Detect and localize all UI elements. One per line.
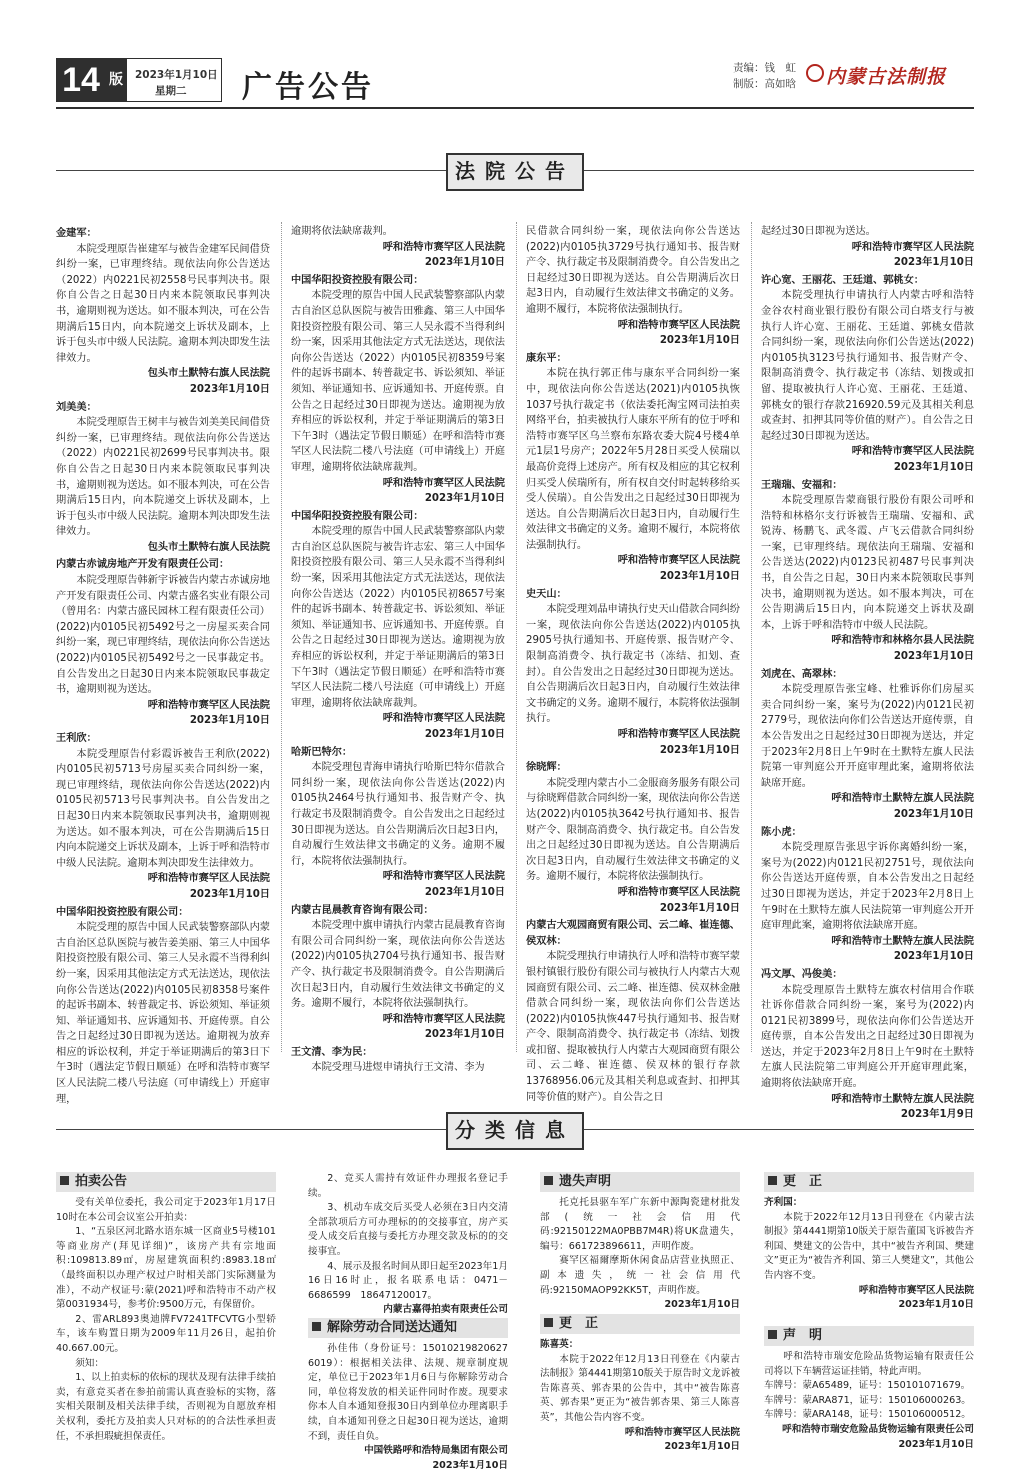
notice-party: 陈小虎： xyxy=(761,826,802,838)
court-notice xyxy=(291,224,505,271)
notice-body: 本院受理执行申请执行人内蒙古呼和浩特金谷农村商业银行股份有限公司白塔支行与被执行人许心宽、王丽花、王廷道、郭桃女借款合同纠纷一案，现依法向你们公告送达(2022)内0105执3123号执行通知书、报告财产令、限制高消费令、执行裁定书（冻结、划拨或扣留、提取被执行人许心宽、王丽花、王廷道、郭桃女的银行存款216920.59元及其相关利息或查封、扣押其同等价值的财产）。自公告之日起经过30日即视为送达。 xyxy=(761,290,974,442)
notice-body: 本院受理原告韩新宇诉被告内蒙古赤诚房地产开发有限责任公司、内蒙古盛名实业有限公司（曾用名：内蒙古盛民园林工程有限责任公司）(2022)内0105民初5492号之一房屋买卖合同纠纷一案，现已审理终结，现依法向你公告送达(2022)内0105民初5492号之一民事裁定书。自公告发出之日起30日内来本院领取民事裁定书，逾期则视为送达。 xyxy=(56,575,270,696)
court-column-1 xyxy=(56,224,270,1108)
notice-party: 金建军： xyxy=(56,228,97,239)
square-bullet-icon xyxy=(768,1176,777,1185)
notice-party: 冯文厚、冯俊美： xyxy=(761,968,843,980)
court-notice xyxy=(526,918,740,1105)
notice-body: 本院受理执行申请执行人呼和浩特市赛罕蒙银村镇银行股份有限公司与被执行人内蒙古大观园商贸有限公司、云二峰、崔连德、侯双林金融借款合同纠纷一案，现依法向你们公告送达(2022)内0105执恢447号执行通知书、报告财产令、限制高消费令、执行裁定书（冻结、划拨或扣留、提取被执行人内蒙古大观园商贸有限公司、云二峰、崔连德、侯双林的银行存款13768956.06元及其相关利息或查封、扣押其同等价值的财产）。自公告之日 xyxy=(526,951,740,1103)
correction-block-2 xyxy=(764,1172,974,1313)
court-notice xyxy=(56,905,270,1108)
newspaper-logo: 内蒙古法制报 xyxy=(826,66,947,88)
notice-court: 呼和浩特市土默特左旗人民法院 xyxy=(831,793,974,805)
notice-body: 本院受理原告付彩霞诉被告王利欣(2022)内0105民初5713号房屋买卖合同纠纷一案，现已审理终结，现依法向你公告送达(2022)内0105民初5713号民事判决书。自公告发出之日起30日内来本院领取民事判决书，逾期则视为送达。如不服本判决，可在公告期满后15日内向本院递交上诉状及副本，上诉于呼和浩特市中级人民法院。逾期本判决即发生法律效力。 xyxy=(56,748,270,869)
correction-heading-1 xyxy=(540,1314,740,1334)
court-notice xyxy=(761,825,974,965)
notice-body: 本院受理的原告中国人民武装警察部队内蒙古自治区总队医院与被告姜美丽、第三人中国华阳投资控股有限公司、第三人吴永霞不当得利纠纷一案，因采用其他法定方式无法送达，现依法向你公告送达(2022)内0105民初8358号案件的起诉书副本、转普裁定书、诉讼须知、举证须知、举证通知书、应诉通知书、开庭传票。自公告之日起经过30日即视为送达。逾期视为放弃相应的诉讼权利，并定于举证期满后的第3日下午3时（遇法定节假日顺延）在呼和浩特市赛罕区人民法院二楼八号法庭（可申请线上）开庭审理， xyxy=(56,922,270,1105)
notice-body: 本院受理中旗申请执行内蒙古昆晨教育咨询有限公司合同纠纷一案，现依法向你公告送达(2022)内0105执2704号执行通知书、报告财产令、执行裁定书及限制消费令。自公告期满后次日起3日内，自动履行生效法律文书确定的义务。逾期不履行，本院将依法强制执行。 xyxy=(291,920,505,1010)
court-notice xyxy=(56,226,270,398)
column-divider xyxy=(516,222,517,1052)
lost-heading xyxy=(540,1172,740,1192)
auction-notice-1: 1、以上拍卖标的依标的现状及现有法律手续拍卖，有意竞买者在参拍前需认真查验标的实物，落实相关限制及相关法律手续，否则视为自愿放弃相关权利，委托方及拍卖人只对标的的合法性承担责任，不承担瑕疵担保责任。 xyxy=(56,1372,276,1442)
correction-party-2: 齐利国： xyxy=(764,1197,803,1208)
editor-credits xyxy=(733,60,796,92)
correction-heading-2 xyxy=(764,1172,974,1192)
notice-date: 2023年1月10日 xyxy=(189,715,270,727)
court-notice xyxy=(291,509,505,743)
notice-date: 2023年1月10日 xyxy=(424,1029,505,1041)
statement-heading xyxy=(764,1326,974,1346)
statement-body: 呼和浩特市瑞安危险品货物运输有限责任公司将以下车辆营运证挂销，特此声明。 xyxy=(764,1351,974,1377)
notice-court: 呼和浩特市赛罕区人民法院 xyxy=(851,241,974,253)
notice-court: 包头市土默特右旗人民法院 xyxy=(147,541,270,553)
notice-court: 呼和浩特市赛罕区人民法院 xyxy=(617,729,740,740)
notice-party: 内蒙古大观园商贸有限公司、云二峰、崔连德、侯双林： xyxy=(526,920,740,947)
court-banner-rule-right xyxy=(580,170,974,171)
notice-party: 中国华阳投资控股有限公司： xyxy=(291,510,424,522)
classified-banner-rule-right xyxy=(580,1129,974,1130)
notice-court: 呼和浩特市赛罕区人民法院 xyxy=(382,1013,505,1025)
statement-date: 2023年1月10日 xyxy=(898,1438,974,1450)
newspaper-logo-icon xyxy=(806,64,824,82)
notice-court: 呼和浩特市赛罕区人民法院 xyxy=(147,873,270,885)
notice-date: 2023年1月10日 xyxy=(893,808,974,820)
court-notice xyxy=(56,731,270,903)
masthead-rule xyxy=(56,107,974,109)
notice-date: 2023年1月9日 xyxy=(900,1109,974,1121)
labor-date: 2023年1月10日 xyxy=(432,1459,508,1471)
notice-date: 2023年1月10日 xyxy=(893,951,974,963)
court-notice xyxy=(526,587,740,759)
notice-body: 本院在执行郭正伟与康东平合同纠纷一案中，现依法向你公告送达(2021)内0105执恢1037号执行裁定书（依法委托淘宝网司法拍卖网络平台，拍卖被执行人康东平所有的位于呼和浩特市赛罕区乌兰察布东路农委大院4号楼4单元1层1号房产；2022年5月28日买受人侯瑞以最高价竞得上述房产。所有权及相应的其它权利归买受人侯瑞所有，所有权自交付时起转移给买受人侯瑞）。自公告发出之日起经过30日即视为送达。自公告期满后次日起3日内，自动履行生效法律文书确定的义务。逾期不履行，本院将依法强制执行。 xyxy=(526,368,740,551)
square-bullet-icon xyxy=(544,1318,553,1327)
court-notice xyxy=(291,1045,505,1076)
statement-heading-text: 声 明 xyxy=(783,1328,823,1343)
court-column-3 xyxy=(526,224,740,1106)
correction-heading-text: 更 正 xyxy=(559,1316,599,1331)
square-bullet-icon xyxy=(60,1176,69,1185)
statement-vehicle-1: 车牌号：蒙A65489，证号：150101071679。 xyxy=(764,1380,971,1392)
correction-court-2: 呼和浩特市赛罕区人民法院 xyxy=(858,1284,974,1296)
notice-body: 本院受理原告土默特左旗农村信用合作联社诉你借款合同纠纷一案，案号为(2022)内0121民初3899号，现依法向你们公告送达开庭传票，自本公告发出之日起经过30日即视为送达，并定于2023年2月8日上午9时在土默特左旗人民法院第二审判庭公开开庭审理此案，逾期将依法缺席开庭。 xyxy=(761,984,974,1090)
court-notice xyxy=(761,667,974,823)
labor-notice-block xyxy=(308,1318,508,1473)
notice-court: 呼和浩特市赛罕区人民法院 xyxy=(147,699,270,711)
notice-court: 呼和浩特市赛罕区人民法院 xyxy=(382,477,505,489)
notice-court: 呼和浩特市赛罕区人民法院 xyxy=(382,713,505,725)
notice-body: 本院受理马进煜申请执行王文清、李为 xyxy=(311,1062,485,1074)
court-notice xyxy=(526,351,740,585)
square-bullet-icon xyxy=(544,1176,553,1185)
issue-date: 2023年1月10日 xyxy=(135,69,218,81)
notice-party: 刘美美： xyxy=(56,401,97,413)
notice-date: 2023年1月10日 xyxy=(893,257,974,269)
labor-body: 孙佳伟（身份证号：15010219820627​6019）：根据相关法律、法规、规章制度规定，单位已于2023年1月6日与你解除劳动合同，单位将发放的相关证件同时作废。现要求你本人自本通知登报30日内到单位办理离职手续，自本通知刊登之日起30日视为送达，逾期不到，责任自负。 xyxy=(308,1343,508,1442)
auction-item-2: 2、雷ARL893奥迪牌FV7241TFCVTG小型轿车，该车购置日期为2009年11月26日，起拍价40.667.00元。 xyxy=(56,1313,276,1354)
lost-heading-text: 遗失声明 xyxy=(559,1174,612,1189)
notice-date: 2023年1月10日 xyxy=(424,886,505,898)
court-notice xyxy=(761,478,974,665)
notice-court: 呼和浩特市赛罕区人民法院 xyxy=(617,555,740,567)
auction-notice-4: 4、展示及报名时间从即日起至2023年1月16日16时止，报名联系电话：0471－6686599 18647120017。 xyxy=(308,1260,508,1301)
court-notice xyxy=(761,273,974,476)
auction-notice-2: 2、竞买人需持有效证件办理报名登记手续。 xyxy=(308,1173,508,1199)
statement-company: 呼和浩特市瑞安危险品货物运输有限责任公司 xyxy=(782,1423,974,1435)
notice-party: 内蒙古昆晨教育咨询有限公司： xyxy=(291,904,434,916)
court-section-banner: 法院公告 xyxy=(446,153,584,191)
auction-notice-3: 3、机动车成交后买受人必须在3日内交清全部款项后方可办理标的的交接事宜，房产买受人成交后直接与委托方办理交款及标的的交接事宜。 xyxy=(308,1202,508,1257)
auction-notice-label: 须知： xyxy=(75,1357,104,1369)
court-column-2 xyxy=(291,224,505,1077)
notice-party: 史天山： xyxy=(526,588,567,600)
notice-party: 王利欣： xyxy=(56,733,97,744)
notice-body: 本院受理原告张宝峰、杜雅诉你们房屋买卖合同纠纷一案，案号为(2022)内0121民初2779号，现依法向你们公告送达开庭传票，自本公告发出之日起经过30日即视为送达，并定于2023年2月8日上午9时在土默特左旗人民法院第一审判庭公开开庭审理此案，逾期将依法缺席开庭。 xyxy=(761,684,974,789)
notice-court: 呼和浩特市赛罕区人民法院 xyxy=(382,241,505,253)
notice-court: 呼和浩特市赛罕区人民法院 xyxy=(617,886,740,898)
notice-body: 本院受理内蒙古小二金服商务服务有限公司与徐晓辉借款合同纠纷一案，现依法向你公告送达(2022)内0105执3642号执行通知书、报告财产令、限制高消费令、执行裁定书。自公告发出之日起经过30日即视为送达。自公告期满后次日起3日内，自动履行生效法律文书确定的义务。逾期不履行，本院将依法强制执行。 xyxy=(526,777,740,883)
auction-heading-text: 拍卖公告 xyxy=(75,1174,128,1189)
statement-vehicle-2: 车牌号：蒙ARA871，证号：150106000263。 xyxy=(764,1394,971,1406)
auction-company: 内蒙古嘉得拍卖有限责任公司 xyxy=(383,1304,508,1316)
auction-intro: 受有关单位委托，我公司定于2023年1月17日10时在本公司会议室公开拍卖： xyxy=(56,1197,276,1223)
notice-date: 2023年1月10日 xyxy=(659,335,740,347)
statement-block xyxy=(764,1326,974,1452)
correction-body-1: 本院于2022年12月13日刊登在《内蒙古法制报》第4441期第10版关于原告时文龙诉被告陈喜英、郭杏果的公告中，其中“被告陈喜英、郭杏果”更正为“被告郭杏果、第三人陈喜英”，其他公告内容不变。 xyxy=(540,1353,740,1423)
notice-date: 2023年1月10日 xyxy=(424,493,505,505)
notice-date: 2023年1月10日 xyxy=(659,902,740,914)
editor-line: 责编：钱 虹 xyxy=(733,62,796,74)
court-notice xyxy=(526,224,740,349)
column-divider xyxy=(281,222,282,1052)
layout-line: 制版：高如晗 xyxy=(733,78,796,90)
auction-item-1: 1、“五泉区河北路水语东城一区商业5号楼101等商业房产(拜见详细)”，该房产共有宗地面积:109813.89㎡，房屋建筑面积约:8983.18㎡（最终面积以办理产权过户时相关部门实际测量为准），不动产权证号:蒙(2021)呼和浩特市不动产权第0031934号，参考价:9500万元，有保留价。 xyxy=(56,1226,276,1311)
correction-date-1: 2023年1月10日 xyxy=(664,1441,740,1453)
auction-block xyxy=(56,1172,276,1444)
lost-date: 2023年1月10日 xyxy=(664,1299,740,1311)
lost-statement-block xyxy=(540,1172,740,1313)
correction-heading-text: 更 正 xyxy=(783,1174,823,1189)
notice-court: 包头市土默特右旗人民法院 xyxy=(147,368,270,380)
notice-date: 2023年1月10日 xyxy=(189,888,270,900)
square-bullet-icon xyxy=(768,1330,777,1339)
notice-court: 呼和浩特市土默特左旗人民法院 xyxy=(831,935,974,947)
court-notice xyxy=(291,903,505,1043)
court-notice xyxy=(761,967,974,1123)
notice-body: 本院受理的原告中国人民武装警察部队内蒙古自治区总队医院与被告田雅鑫、第三人中国华阳投资控股有限公司、第三人吴永霞不当得利纠纷一案，因采用其他法定方式无法送达，现依法向你公告送达（2022）内0105民初8359号案件的起诉书副本、转普裁定书、诉讼须知、举证须知、举证通知书、应诉通知书、开庭传票。自公告之日起经过30日即视为送达。逾期视为放弃相应的诉讼权利，并定于举证期满后的第3日下午3时（遇法定节假日顺延）在呼和浩特市赛罕区人民法院二楼八号法庭（可申请线上）开庭审理，逾期将依法缺席裁判。 xyxy=(291,290,505,473)
notice-court: 呼和浩特市赛罕区人民法院 xyxy=(617,319,740,331)
notice-court: 呼和浩特市土默特左旗人民法院 xyxy=(831,1093,974,1105)
court-notice xyxy=(526,760,740,916)
correction-block-1 xyxy=(540,1314,740,1455)
court-notice xyxy=(56,400,270,556)
notice-date: 2023年1月10日 xyxy=(424,729,505,740)
notice-date: 2023年1月10日 xyxy=(424,257,505,269)
court-notice xyxy=(56,557,270,729)
page-section-title: 广告公告 xyxy=(242,70,374,105)
notice-body: 逾期将依法缺席裁判。 xyxy=(291,226,393,237)
notice-body: 起经过30日即视为送达。 xyxy=(761,226,876,237)
notice-court: 呼和浩特市赛罕区人民法院 xyxy=(382,871,505,883)
notice-date: 2023年1月10日 xyxy=(189,383,270,395)
notice-date: 2023年1月10日 xyxy=(893,461,974,473)
issue-weekday: 星期二 xyxy=(155,85,187,97)
notice-party: 刘虎在、高翠林： xyxy=(761,668,843,680)
notice-party: 中国华阳投资控股有限公司： xyxy=(56,906,189,918)
notice-body: 本院受理包青海申请执行哈斯巴特尔借款合同纠纷一案，现依法向你公告送达(2022)内0105执2464号执行通知书、报告财产令、执行裁定书及限制消费令。自公告发出之日起经过30日即视为送达。自公告期满后次日起3日内，自动履行生效法律文书确定的义务。逾期不履行，本院将依法强制执行。 xyxy=(291,762,505,867)
court-notice xyxy=(291,273,505,507)
notice-party: 中国华阳投资控股有限公司： xyxy=(291,274,424,286)
notice-party: 哈斯巴特尔： xyxy=(291,746,353,758)
notice-party: 内蒙古赤诚房地产开发有限责任公司： xyxy=(56,559,230,571)
column-divider xyxy=(751,222,752,1052)
notice-body: 本院受理原告王树丰与被告刘美美民间借贷纠纷一案，已审理终结。现依法向你公告送达（2022）内0221民初2699号民事判决书。限你自公告之日起30日内来本院领取民事判决书，逾期则视为送达。如不服本判决，可在公告期满后15日内，向本院递交上诉状及副本，上诉于包头市中级人民法院。逾期本判决即发生法律效力。 xyxy=(56,417,270,538)
court-notice xyxy=(761,224,974,271)
notice-body: 民借款合同纠纷一案，现依法向你公告送达(2022)内0105执3729号执行通知书、报告财产令、执行裁定书及限制消费令。自公告发出之日起经过30日即视为送达。自公告期满后次日起3日内，自动履行生效法律文书确定的义务。逾期不履行，本院将依法强制执行。 xyxy=(526,226,740,315)
notice-party: 王文清、李为民： xyxy=(291,1046,373,1058)
notice-court: 呼和浩特市和林格尔县人民法院 xyxy=(831,635,974,647)
correction-date-2: 2023年1月10日 xyxy=(898,1299,974,1311)
lost-item-2: 赛罕区福爾摩斯休闲食品店营业执照正、副本遗失，统一社会信用代码:92150MAOP92KK5T，声明作废。 xyxy=(540,1255,740,1296)
notice-body: 本院受理刘晶申请执行史天山借款合同纠纷一案，现依法向你公告送达(2022)内0105执2905号执行通知书、开庭传票、报告财产令、限制高消费令、执行裁定书（冻结、扣划、查封）。自公告发出之日起经过30日即视为送达。自公告期满后次日起3日内，自动履行生效法律文书确定的义务。逾期不履行，本院将依法强制执行。 xyxy=(526,604,740,725)
notice-body: 本院受理原告蒙商银行股份有限公司呼和浩特和林格尔支行诉被告王瑞瑞、安福和、武锐涛、杨鹏飞、武冬霞、卢飞云借款合同纠纷一案，已审理终结。现依法向王瑞瑞、安福和公告送达(2022)内0123民初487号民事判决书，自公告之日起，30日内来本院领取民事判决书，逾期则视为送达。如不服本判决，可在公告期满后15日内，向本院递交上诉状及副本，上诉于呼和浩特市中级人民法院。 xyxy=(761,495,974,631)
notice-party: 许心宽、王丽花、王廷道、郭桃女： xyxy=(761,274,924,286)
correction-body-2: 本院于2022年12月13日刊登在《内蒙古法制报》第4441期第10版关于原告董国飞诉被告齐利国、樊建文的公告中，其中“被告齐利国、樊建文”更正为“被告齐利国、第三人樊建文”，其他公告内容不变。 xyxy=(764,1211,974,1281)
auction-heading xyxy=(56,1172,276,1192)
auction-continued xyxy=(308,1172,508,1333)
square-bullet-icon xyxy=(312,1322,321,1331)
statement-vehicle-3: 车牌号：蒙ARA148，证号：150106000512。 xyxy=(764,1409,971,1421)
labor-company: 中国铁路呼和浩特局集团有限公司 xyxy=(364,1445,508,1457)
court-column-4 xyxy=(761,224,974,1124)
notice-body: 本院受理的原告中国人民武装警察部队内蒙古自治区总队医院与被告许志宏、第三人中国华阳投资控股有限公司、第三人吴永霞不当得利纠纷一案，因采用其他法定方式无法送达，现依法向你公告送达（2022）内0105民初8657号案件的起诉书副本、转普裁定书、诉讼须知、举证须知、举证通知书、应诉通知书、开庭传票。自公告之日起经过30日即视为送达。逾期视为放弃相应的诉讼权利，并定于举证期满后的第3日下午3时（遇法定节假日顺延）在呼和浩特市赛罕区人民法院二楼八号法庭（可申请线上）开庭审理，逾期将依法缺席裁判。 xyxy=(291,526,505,709)
notice-court: 呼和浩特市赛罕区人民法院 xyxy=(851,446,974,458)
correction-party-1: 陈喜英： xyxy=(540,1339,579,1350)
notice-date: 2023年1月10日 xyxy=(659,744,740,756)
notice-date: 2023年1月10日 xyxy=(659,571,740,583)
notice-date: 2023年1月10日 xyxy=(893,651,974,663)
notice-party: 徐晓辉： xyxy=(526,762,567,774)
labor-heading-text: 解除劳动合同送达通知 xyxy=(327,1320,458,1335)
court-notice xyxy=(291,745,505,901)
labor-heading xyxy=(308,1318,508,1338)
notice-party: 康东平： xyxy=(526,352,567,364)
classified-banner-rule-left xyxy=(56,1129,446,1130)
notice-body: 本院受理原告张思宇诉你离婚纠纷一案，案号为(2022)内0121民初2751号，现依法向你公告送达开庭传票，自本公告发出之日起经过30日即视为送达，并定于2023年2月8日上午9时在土默特左旗人民法院第一审判庭公开开庭审理此案，逾期将依法缺席开庭。 xyxy=(761,842,974,932)
edition-label: 版 xyxy=(106,58,126,102)
notice-body: 本院受理原告崔建军与被告金建军民间借贷纠纷一案，已审理终结。现依法向你公告送达（2022）内0221民初2558号民事判决书。限你自公告之日起30日内来本院领取民事判决书，逾期则视为送达。如不服本判决，可在公告期满后15日内，向本院递交上诉状及副本，上诉于包头市中级人民法院。逾期本判决即发生法律效力。 xyxy=(56,243,270,364)
page-number: 14 xyxy=(56,58,106,102)
issue-date-box xyxy=(126,58,222,102)
court-banner-rule-left xyxy=(56,170,446,171)
classified-section-banner: 分类信息 xyxy=(446,1112,584,1150)
notice-party: 王瑞瑞、安福和： xyxy=(761,479,843,491)
correction-court-1: 呼和浩特市赛罕区人民法院 xyxy=(624,1426,740,1438)
lost-item-1: 托克托县驱车军广东新中源陶瓷建材批发部(统一社会信用代码:92150122MA0PBB7M4R)将UK盘遗失，编号：661723896611，声明作废。 xyxy=(540,1197,740,1252)
